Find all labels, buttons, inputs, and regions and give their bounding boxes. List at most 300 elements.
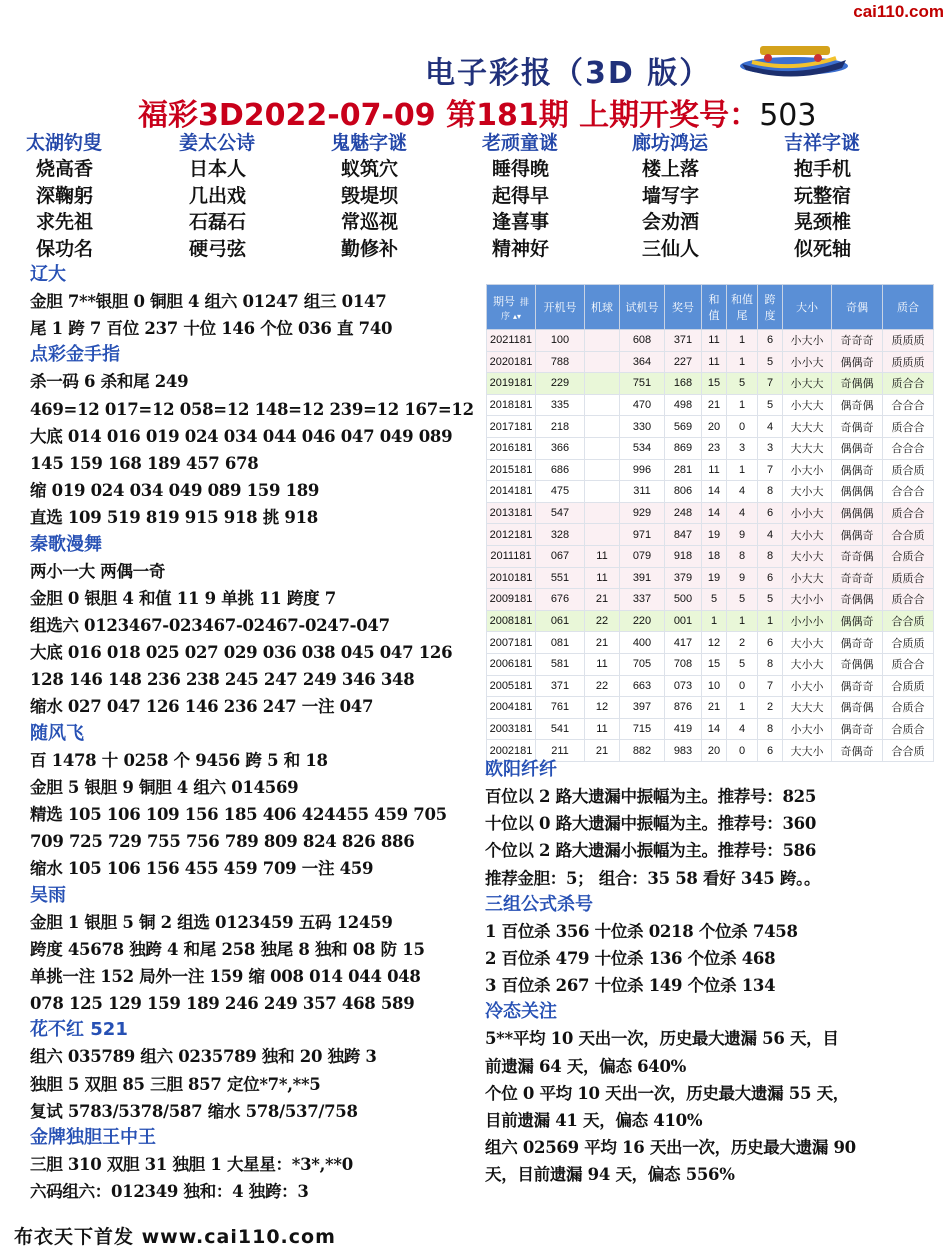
table-cell: 大小大 [783, 632, 832, 654]
table-cell: 大小大 [783, 653, 832, 675]
table-cell: 6 [758, 632, 783, 654]
table-cell: 合合合 [883, 481, 934, 503]
table-cell: 581 [536, 653, 585, 675]
riddle-head: 廊坊鸿运 [632, 132, 709, 154]
table-cell: 1 [727, 610, 758, 632]
col-header: 和值 [702, 285, 727, 330]
table-cell: 676 [536, 589, 585, 611]
riddle-item: 几出戏 [189, 184, 247, 207]
table-cell: 4 [727, 481, 758, 503]
riddle-head: 太湖钓叟 [26, 132, 103, 154]
table-cell: 751 [620, 373, 665, 395]
table-cell: 220 [620, 610, 665, 632]
table-cell: 2010181 [487, 567, 536, 589]
table-cell: 708 [665, 653, 702, 675]
table-cell: 6 [758, 567, 783, 589]
table-cell: 大大大 [783, 416, 832, 438]
riddle-column [632, 128, 772, 260]
prediction-line: 跨度 45678 独跨 4 和尾 258 独尾 8 独和 08 防 15 [30, 939, 425, 959]
section-title: 吴雨 [30, 884, 66, 906]
table-row [487, 589, 934, 611]
table-cell: 9 [727, 567, 758, 589]
table-cell: 合合质 [883, 610, 934, 632]
prediction-line: 直选 109 519 819 915 918 挑 918 [30, 508, 318, 528]
table-cell: 168 [665, 373, 702, 395]
riddle-item: 勤修补 [341, 237, 399, 260]
table-cell: 7 [758, 459, 783, 481]
table-cell: 小大大 [783, 373, 832, 395]
table-cell: 合合质 [883, 740, 934, 762]
table-cell: 14 [702, 481, 727, 503]
table-cell: 2016181 [487, 437, 536, 459]
table-cell: 882 [620, 740, 665, 762]
riddle-item: 求先祖 [36, 211, 94, 233]
prediction-line: 078 125 129 159 189 246 249 357 468 589 [30, 994, 415, 1014]
table-cell: 061 [536, 610, 585, 632]
table-cell: 8 [758, 481, 783, 503]
table-cell: 11 [585, 567, 620, 589]
prediction-line: 两小一大 两偶一奇 [30, 561, 166, 581]
table-cell: 偶奇偶 [832, 394, 883, 416]
table-cell: 小大小 [783, 459, 832, 481]
table-cell: 2014181 [487, 481, 536, 503]
section-title: 点彩金手指 [30, 344, 120, 366]
table-cell: 1 [727, 330, 758, 352]
table-cell: 3 [727, 437, 758, 459]
table-cell: 合合合 [883, 437, 934, 459]
table-cell: 3 [758, 437, 783, 459]
prediction-line: 个位 0 平均 10 天出一次，历史最大遗漏 55 天， [485, 1083, 849, 1103]
table-cell: 奇偶偶 [832, 653, 883, 675]
table-cell [585, 394, 620, 416]
table-row [487, 330, 934, 352]
table-cell [585, 351, 620, 373]
table-cell: 大小大 [783, 545, 832, 567]
table-row [487, 632, 934, 654]
prediction-line: 金胆 1 银胆 5 铜 2 组选 0123459 五码 12459 [30, 912, 393, 932]
prediction-line: 个位以 2 路大遗漏小振幅为主。推荐号：586 [485, 841, 817, 861]
table-cell: 541 [536, 718, 585, 740]
riddle-column [179, 128, 319, 260]
table-cell: 686 [536, 459, 585, 481]
history-table [486, 284, 934, 762]
table-cell: 22 [585, 675, 620, 697]
table-cell: 11 [702, 351, 727, 373]
table-cell: 质合合 [883, 373, 934, 395]
table-cell: 5 [758, 351, 783, 373]
table-row [487, 373, 934, 395]
table-cell: 合合合 [883, 394, 934, 416]
table-cell: 奇偶偶 [832, 589, 883, 611]
table-row [487, 437, 934, 459]
table-cell: 奇偶偶 [832, 373, 883, 395]
table-cell: 847 [665, 524, 702, 546]
table-cell: 8 [727, 545, 758, 567]
table-cell: 1 [727, 697, 758, 719]
prediction-line: 前遗漏 64 天，偏态 640% [485, 1056, 687, 1076]
table-cell: 079 [620, 545, 665, 567]
prediction-line: 145 159 168 189 457 678 [30, 453, 259, 473]
table-cell: 质合合 [883, 653, 934, 675]
table-row [487, 524, 934, 546]
table-cell: 小大大 [783, 567, 832, 589]
table-cell: 合质质 [883, 675, 934, 697]
section-title: 秦歌漫舞 [30, 533, 102, 555]
table-cell: 21 [585, 632, 620, 654]
table-cell: 14 [702, 502, 727, 524]
table-cell: 奇偶奇 [832, 740, 883, 762]
table-cell: 1 [702, 610, 727, 632]
table-cell: 15 [702, 373, 727, 395]
table-cell: 偶偶奇 [832, 437, 883, 459]
table-cell: 663 [620, 675, 665, 697]
table-cell: 19 [702, 524, 727, 546]
table-cell: 2009181 [487, 589, 536, 611]
page-title: 电子彩报（3D 版） [425, 56, 712, 91]
riddle-head: 吉祥字谜 [784, 132, 861, 154]
riddle-item: 晃颈椎 [794, 211, 852, 233]
riddle-item: 抱手机 [794, 158, 852, 180]
section-title: 冷态关注 [485, 1001, 557, 1023]
col-header: 质合 [883, 285, 934, 330]
table-cell: 9 [727, 524, 758, 546]
table-row [487, 394, 934, 416]
col-header-label: 期号 [492, 295, 515, 308]
table-cell: 335 [536, 394, 585, 416]
table-cell: 2007181 [487, 632, 536, 654]
riddle-item: 逢喜事 [492, 211, 550, 233]
prediction-line: 尾 1 跨 7 百位 237 十位 146 个位 036 直 740 [30, 319, 393, 339]
prediction-line: 大底 014 016 019 024 034 044 046 047 049 089 [30, 426, 453, 446]
table-cell: 小小小 [783, 610, 832, 632]
prediction-line: 推荐金胆：5； 组合：35 58 看好 345 跨。。 [485, 868, 821, 888]
issue-number: 503 [759, 98, 817, 133]
table-cell: 合质合 [883, 718, 934, 740]
riddle-item: 楼上落 [642, 158, 700, 180]
table-row [487, 416, 934, 438]
prediction-line: 组六 035789 组六 0235789 独和 20 独跨 3 [30, 1047, 377, 1067]
table-cell: 小大小 [783, 718, 832, 740]
table-cell: 417 [665, 632, 702, 654]
table-cell: 2005181 [487, 675, 536, 697]
table-cell: 2004181 [487, 697, 536, 719]
table-cell: 12 [702, 632, 727, 654]
table-cell: 奇奇偶 [832, 545, 883, 567]
table-cell: 偶奇奇 [832, 718, 883, 740]
table-cell: 547 [536, 502, 585, 524]
table-cell: 质质质 [883, 351, 934, 373]
table-cell: 小大小 [783, 675, 832, 697]
table-cell: 20 [702, 416, 727, 438]
table-row [487, 567, 934, 589]
riddle-item: 深鞠躬 [36, 184, 94, 207]
table-cell: 379 [665, 567, 702, 589]
table-cell: 6 [758, 740, 783, 762]
table-cell: 7 [758, 675, 783, 697]
table-cell: 质合合 [883, 589, 934, 611]
footer-credit: 布衣天下首发 www.cai110.com [14, 1226, 336, 1248]
section-title: 辽大 [30, 264, 66, 285]
table-cell: 2017181 [487, 416, 536, 438]
table-cell: 15 [702, 653, 727, 675]
riddle-item: 日本人 [189, 158, 247, 180]
table-cell: 7 [758, 373, 783, 395]
table-cell: 330 [620, 416, 665, 438]
prediction-line: 组六 02569 平均 16 天出一次，历史最大遗漏 90 [485, 1138, 856, 1158]
table-cell: 偶偶偶 [832, 481, 883, 503]
table-row [487, 502, 934, 524]
table-cell: 419 [665, 718, 702, 740]
table-cell: 2015181 [487, 459, 536, 481]
prediction-line: 六码组六：012349 独和：4 独跨：3 [30, 1182, 309, 1202]
col-header: 跨度 [758, 285, 783, 330]
col-header-issue [487, 285, 536, 330]
table-cell: 大小大 [783, 481, 832, 503]
table-header-row [487, 285, 934, 330]
riddle-head: 老顽童谜 [482, 132, 559, 154]
table-cell: 788 [536, 351, 585, 373]
prediction-line: 杀一码 6 杀和尾 249 [30, 372, 189, 392]
table-cell: 11 [585, 545, 620, 567]
table-cell: 2012181 [487, 524, 536, 546]
table-cell: 21 [702, 394, 727, 416]
table-cell: 569 [665, 416, 702, 438]
table-cell: 371 [536, 675, 585, 697]
section-title: 金牌独胆王中王 [30, 1126, 156, 1148]
table-cell [585, 459, 620, 481]
prediction-line: 缩 019 024 034 049 089 159 189 [30, 481, 320, 501]
left-predictions [30, 262, 475, 1205]
prediction-line: 复试 5783/5378/587 缩水 578/537/758 [30, 1101, 358, 1121]
table-cell: 偶偶奇 [832, 351, 883, 373]
table-cell: 1 [758, 610, 783, 632]
table-row [487, 653, 934, 675]
table-cell: 073 [665, 675, 702, 697]
table-cell: 偶偶奇 [832, 524, 883, 546]
table-cell: 806 [665, 481, 702, 503]
table-cell: 质质质 [883, 330, 934, 352]
table-cell: 227 [665, 351, 702, 373]
table-cell: 996 [620, 459, 665, 481]
riddle-item: 常巡视 [341, 211, 399, 233]
table-cell: 5 [727, 373, 758, 395]
table-cell: 918 [665, 545, 702, 567]
table-row [487, 545, 934, 567]
riddle-head: 鬼魅字谜 [331, 132, 408, 154]
table-cell: 11 [702, 330, 727, 352]
table-cell: 4 [727, 502, 758, 524]
section-title: 三组公式杀号 [485, 893, 593, 915]
table-cell: 10 [702, 675, 727, 697]
table-cell: 2013181 [487, 502, 536, 524]
table-cell: 11 [702, 459, 727, 481]
prediction-line: 金胆 0 银胆 4 和值 11 9 单挑 11 跨度 7 [30, 588, 336, 608]
table-cell: 18 [702, 545, 727, 567]
table-cell: 21 [702, 697, 727, 719]
table-cell: 奇奇奇 [832, 567, 883, 589]
prediction-line: 3 百位杀 267 十位杀 149 个位杀 134 [485, 976, 776, 996]
table-cell: 876 [665, 697, 702, 719]
sort-arrows-icon[interactable]: ▴▾ [513, 311, 522, 321]
sort-label[interactable]: 排序 [500, 296, 530, 321]
riddle-item: 硬弓弦 [189, 237, 247, 260]
table-cell: 小小大 [783, 502, 832, 524]
table-cell: 391 [620, 567, 665, 589]
table-cell: 2006181 [487, 653, 536, 675]
riddle-item: 睡得晚 [492, 158, 550, 180]
table-cell: 5 [758, 589, 783, 611]
table-cell: 质合合 [883, 502, 934, 524]
prediction-line: 469=12 017=12 058=12 148=12 239=12 167=12 [30, 399, 474, 419]
issue-prefix: 福彩3D2022-07-09 第181期 上期开奖号： [138, 98, 760, 133]
table-cell: 质质合 [883, 567, 934, 589]
table-row [487, 481, 934, 503]
table-row [487, 697, 934, 719]
table-cell: 761 [536, 697, 585, 719]
table-cell [585, 416, 620, 438]
table-cell: 偶奇偶 [832, 697, 883, 719]
table-cell: 397 [620, 697, 665, 719]
table-cell: 偶奇奇 [832, 675, 883, 697]
prediction-line: 128 146 148 236 238 245 247 249 346 348 [30, 670, 415, 690]
riddle-item: 毁堤坝 [341, 184, 399, 207]
table-cell: 0 [727, 675, 758, 697]
prediction-line: 目前遗漏 41 天，偏态 410% [485, 1110, 703, 1130]
table-cell: 500 [665, 589, 702, 611]
table-row [487, 459, 934, 481]
table-cell: 合质质 [883, 632, 934, 654]
table-cell: 371 [665, 330, 702, 352]
table-cell: 21 [585, 740, 620, 762]
table-cell: 400 [620, 632, 665, 654]
prediction-line: 金胆 7**银胆 0 铜胆 4 组六 01247 组三 0147 [30, 292, 387, 311]
table-cell: 大小小 [783, 589, 832, 611]
table-cell: 小小大 [783, 351, 832, 373]
table-cell: 229 [536, 373, 585, 395]
table-cell [585, 330, 620, 352]
table-cell: 6 [758, 502, 783, 524]
prediction-line: 百 1478 十 0258 个 9456 跨 5 和 18 [30, 750, 328, 770]
table-cell: 705 [620, 653, 665, 675]
table-cell: 偶偶奇 [832, 459, 883, 481]
table-cell: 475 [536, 481, 585, 503]
table-cell: 21 [585, 589, 620, 611]
table-cell: 248 [665, 502, 702, 524]
col-header: 和值尾 [727, 285, 758, 330]
table-cell: 合质合 [883, 545, 934, 567]
section-title: 花不红 521 [30, 1019, 128, 1041]
table-cell: 067 [536, 545, 585, 567]
table-cell: 2021181 [487, 330, 536, 352]
riddle-item: 保功名 [36, 237, 94, 260]
riddle-column [784, 128, 924, 260]
table-cell: 大大大 [783, 697, 832, 719]
table-cell: 22 [585, 610, 620, 632]
right-predictions [485, 757, 935, 1188]
riddle-item: 石磊石 [189, 211, 247, 233]
table-cell: 929 [620, 502, 665, 524]
table-cell: 869 [665, 437, 702, 459]
table-cell: 8 [758, 718, 783, 740]
table-cell: 6 [758, 330, 783, 352]
table-cell: 1 [727, 351, 758, 373]
table-cell: 0 [727, 416, 758, 438]
table-cell: 4 [758, 524, 783, 546]
prediction-line: 天，目前遗漏 94 天，偏态 556% [485, 1165, 735, 1185]
col-header: 大小 [783, 285, 832, 330]
table-cell: 质合合 [883, 416, 934, 438]
prediction-line: 精选 105 106 109 156 185 406 424455 459 705 [30, 805, 447, 824]
riddle-item: 起得早 [492, 184, 550, 207]
table-cell: 20 [702, 740, 727, 762]
riddle-column [26, 128, 166, 260]
riddle-item: 蚁筑穴 [341, 158, 399, 180]
table-cell: 971 [620, 524, 665, 546]
table-cell: 小大大 [783, 394, 832, 416]
table-cell: 983 [665, 740, 702, 762]
table-cell: 大大小 [783, 740, 832, 762]
table-cell: 2 [758, 697, 783, 719]
table-cell: 偶偶偶 [832, 502, 883, 524]
table-cell: 498 [665, 394, 702, 416]
table-cell: 470 [620, 394, 665, 416]
table-cell: 211 [536, 740, 585, 762]
section-title: 欧阳纤纤 [485, 759, 557, 780]
table-cell: 11 [585, 653, 620, 675]
table-cell [585, 502, 620, 524]
table-cell: 311 [620, 481, 665, 503]
table-cell: 偶奇奇 [832, 632, 883, 654]
table-cell: 8 [758, 545, 783, 567]
table-cell [585, 373, 620, 395]
col-header: 开机号 [536, 285, 585, 330]
site-tag[interactable]: cai110.com [853, 2, 944, 21]
prediction-line: 组选六 0123467-023467-02467-0247-047 [30, 615, 390, 635]
table-cell: 2018181 [487, 394, 536, 416]
riddle-column [482, 128, 622, 260]
table-row [487, 351, 934, 373]
table-cell: 5 [727, 653, 758, 675]
table-cell: 2020181 [487, 351, 536, 373]
prediction-line: 2 百位杀 479 十位杀 136 个位杀 468 [485, 948, 776, 968]
table-cell: 11 [585, 718, 620, 740]
prediction-line: 三胆 310 双胆 31 独胆 1 大星星：*3*,**0 [30, 1154, 353, 1174]
table-cell: 2 [727, 632, 758, 654]
table-cell: 218 [536, 416, 585, 438]
table-cell: 366 [536, 437, 585, 459]
prediction-line: 独胆 5 双胆 85 三胆 857 定位*7*,**5 [30, 1074, 321, 1094]
table-cell [585, 524, 620, 546]
table-cell: 奇偶奇 [832, 416, 883, 438]
riddle-item: 似死轴 [794, 237, 852, 260]
table-row [487, 675, 934, 697]
riddle-item: 烧高香 [36, 158, 94, 180]
prediction-line: 709 725 729 755 756 789 809 824 826 886 [30, 832, 415, 852]
table-cell: 4 [758, 416, 783, 438]
table-cell: 合质合 [883, 697, 934, 719]
col-header: 奖号 [665, 285, 702, 330]
table-cell: 小大小 [783, 330, 832, 352]
table-cell: 001 [665, 610, 702, 632]
table-cell: 2003181 [487, 718, 536, 740]
table-cell: 5 [727, 589, 758, 611]
prediction-line: 缩水 027 047 126 146 236 247 一注 047 [30, 697, 374, 717]
table-cell [585, 437, 620, 459]
table-cell: 2008181 [487, 610, 536, 632]
prediction-line: 金胆 5 银胆 9 铜胆 4 组六 014569 [30, 777, 299, 797]
table-cell: 0 [727, 740, 758, 762]
dragon-boat-logo-icon [738, 40, 850, 84]
